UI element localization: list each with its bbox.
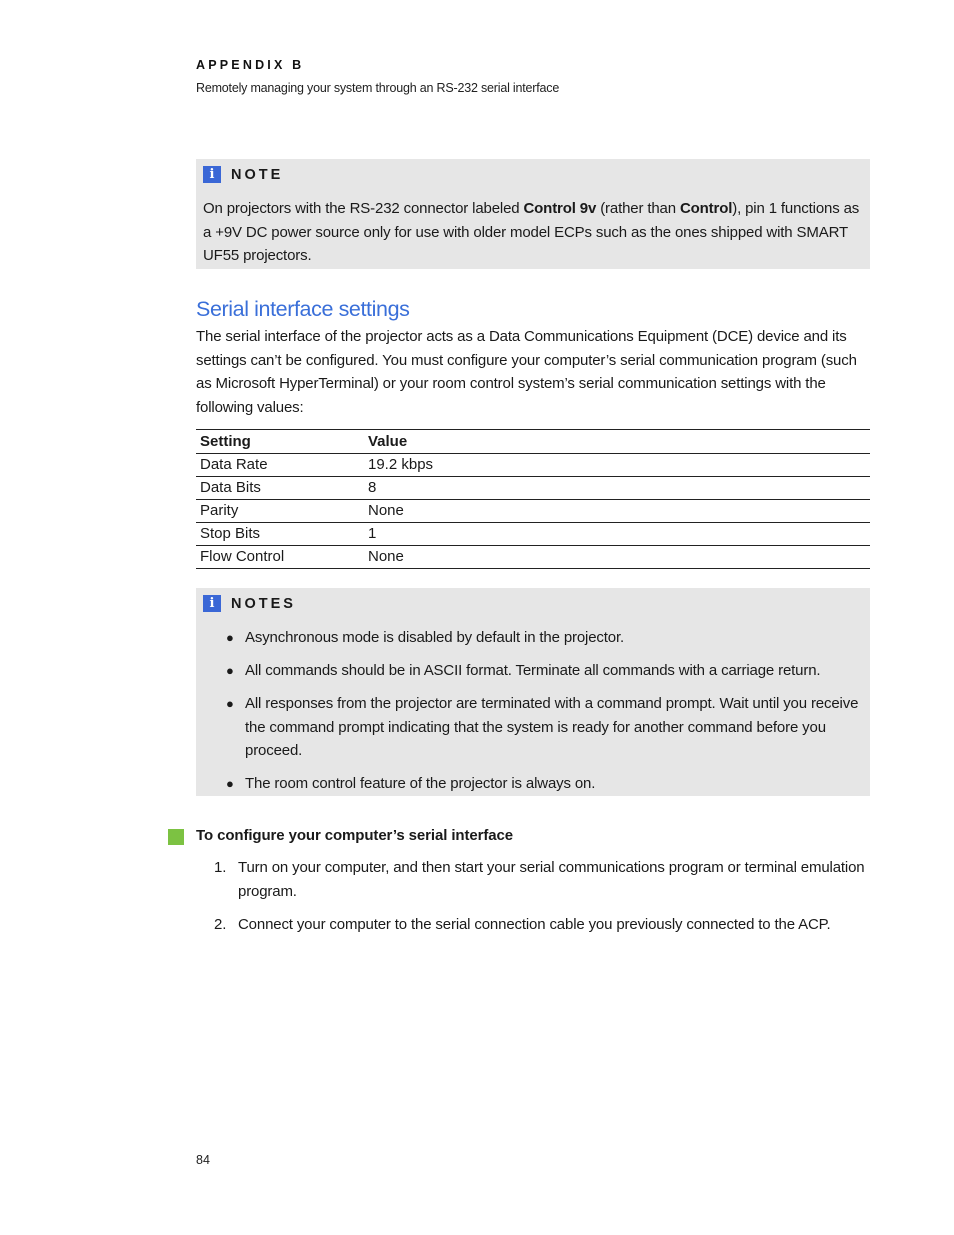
- bullet-icon: ●: [226, 630, 234, 645]
- list-item: [196, 626, 866, 650]
- note-text-part: (rather than: [596, 200, 680, 217]
- info-icon: i: [203, 166, 221, 183]
- step-number: 2.: [214, 915, 227, 933]
- table-cell: Parity: [196, 500, 364, 523]
- table-row: [196, 477, 870, 500]
- table-header-row: [196, 430, 870, 454]
- section-intro: The serial interface of the projector acts as a Data Communications Equipment (DCE) device and its settings can’t be configured. You must configure your computer’s serial communication program (such as Microsoft HyperTerminal) or your room control system’s serial communication settings with the following values:: [196, 328, 857, 416]
- page-number: 84: [196, 1153, 210, 1167]
- table-row: [196, 500, 870, 523]
- list-item-text: Asynchronous mode is disabled by default in the projector.: [245, 629, 625, 646]
- appendix-label: APPENDIX B: [196, 58, 305, 72]
- note-text-part: On projectors with the RS-232 connector labeled: [203, 200, 524, 217]
- note-text-part: ), pin 1 functions as a +9V DC power source only for use with older model ECPs such as the ones shipped with SMART UF55 projectors.: [203, 200, 860, 264]
- notes-heading: NOTES: [231, 596, 296, 612]
- procedure-square-icon: [168, 829, 184, 845]
- list-item: [196, 856, 870, 903]
- table-cell: None: [364, 500, 870, 523]
- step-text: Turn on your computer, and then start your serial communications program or terminal emulation program.: [238, 859, 865, 900]
- procedure-steps: [196, 856, 870, 946]
- list-item: [196, 772, 866, 796]
- list-item-text: All commands should be in ASCII format. Terminate all commands with a carriage return.: [245, 662, 821, 679]
- table-row: [196, 546, 870, 569]
- note-heading: NOTE: [231, 167, 284, 183]
- bullet-icon: ●: [226, 663, 234, 678]
- table-cell: None: [364, 546, 870, 569]
- info-icon: i: [203, 595, 221, 612]
- column-header: Setting: [196, 430, 364, 454]
- table-cell: Data Bits: [196, 477, 364, 500]
- settings-table: [196, 429, 870, 569]
- note-text-bold: Control 9v: [523, 200, 597, 217]
- list-item: [196, 659, 866, 683]
- list-item-text: All responses from the projector are terminated with a command prompt. Wait until you receive the command prompt indicating that the system is ready for another command before you proceed.: [245, 695, 859, 759]
- table-cell: Flow Control: [196, 546, 364, 569]
- table-cell: Data Rate: [196, 454, 364, 477]
- list-item-text: The room control feature of the projector is always on.: [245, 775, 596, 792]
- table-cell: 8: [364, 477, 870, 500]
- note-box: [196, 159, 870, 269]
- table-cell: 19.2 kbps: [364, 454, 870, 477]
- bullet-icon: ●: [226, 776, 234, 791]
- table-cell: 1: [364, 523, 870, 546]
- column-header: Value: [364, 430, 870, 454]
- note-text: [203, 197, 863, 268]
- step-text: Connect your computer to the serial connection cable you previously connected to the ACP.: [238, 915, 831, 933]
- notes-box: [196, 588, 870, 796]
- procedure-title: To configure your computer’s serial interface: [196, 827, 513, 844]
- table-cell: Stop Bits: [196, 523, 364, 546]
- notes-list: [196, 626, 866, 805]
- chapter-subtitle: Remotely managing your system through an RS-232 serial interface: [196, 81, 560, 95]
- list-item: [196, 692, 866, 763]
- list-item: [196, 913, 870, 937]
- table-row: [196, 523, 870, 546]
- table-row: [196, 454, 870, 477]
- step-number: 1.: [214, 859, 227, 876]
- note-text-bold: Control: [679, 200, 733, 217]
- bullet-icon: ●: [226, 696, 234, 711]
- section-heading: Serial interface settings: [196, 297, 410, 321]
